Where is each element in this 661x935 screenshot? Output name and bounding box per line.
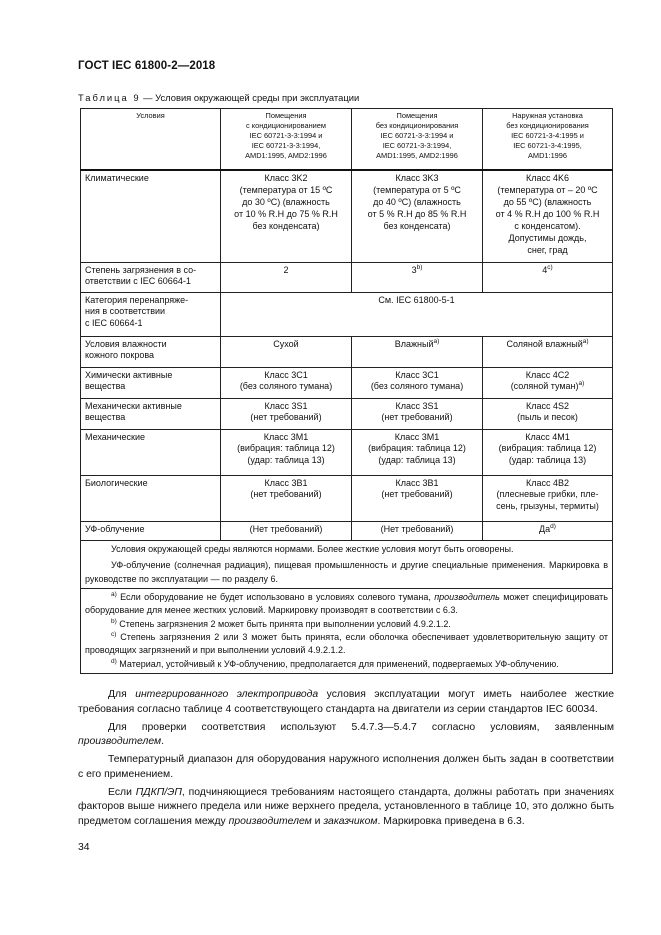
table-row-chemical	[81, 367, 613, 398]
row-label-mechanical: Механические	[81, 429, 221, 475]
table-notes-row	[81, 540, 613, 589]
table-row-mechanical	[81, 429, 613, 475]
cell-climatic-col3: Класс 4K6 (температура от – 20 ºС до 55 ºС) (влажность от 4 % R.H до 100 % R.H с конденсатом). Допустимы дождь, снег, град	[483, 170, 613, 262]
table-row-uv	[81, 521, 613, 540]
cell-biological-col1: Класс 3B1 (нет требований)	[221, 475, 352, 521]
paragraph-4: Если ПДКП/ЭП, подчиняющиеся требованиям настоящего стандарта, должны работать при значениях факторов выше нижнего предела или ниже верхнего предела, установленного в таблице 10, это должно быть предметом соглашения между производителем и заказчиком. Маркировка приведена в 6.3.	[78, 786, 614, 828]
body-text	[78, 688, 614, 833]
cell-chemical-col1: Класс 3С1 (без соляного тумана)	[221, 367, 352, 398]
table-footnotes-row	[81, 589, 613, 674]
page-number: 34	[78, 842, 90, 853]
row-label-overvoltage: Категория перенапряже- ния в соответствии с IEC 60664-1	[81, 292, 221, 336]
table-caption	[78, 92, 359, 103]
row-label-pollution: Степень загрязнения в со- ответствии с IEC 60664-1	[81, 262, 221, 292]
paragraph-3: Температурный диапазон для оборудования наружного исполнения должен быть задан в соответствии с его применением.	[78, 754, 614, 780]
cell-skin-col1: Сухой	[221, 336, 352, 367]
note-1: Условия окружающей среды являются нормами. Более жесткие условия могут быть оговорены.	[111, 543, 514, 554]
row-label-biological: Биологические	[81, 475, 221, 521]
cell-chemical-col3: Класс 4С2 (соляной туман)$^{a)}$	[483, 367, 613, 398]
cell-climatic-col2: Класс 3K3 (температура от 5 ºС до 40 ºС) (влажность от 5 % R.H до 85 % R.H без конденсата)	[352, 170, 483, 262]
table-footnotes	[81, 589, 613, 674]
cell-pollution-col2: 3$^{b)}$	[352, 262, 483, 292]
document-header: ГОСТ IEC 61800-2—2018	[78, 60, 216, 72]
paragraph-2: Для проверки соответствия используют 5.4.7.3—5.4.7 согласно условиям, заявленным производителем.	[78, 721, 614, 748]
cell-overvoltage-merged: См. IEC 61800-5-1	[221, 292, 613, 336]
row-label-chemical: Химически активные вещества	[81, 367, 221, 398]
row-label-uv: УФ-облучение	[81, 521, 221, 540]
header-col-outdoor: Наружная установка без кондиционирования IEC 60721-3-4:1995 и IEC 60721-3-4:1995, AMD1:1996	[483, 109, 613, 171]
cell-mech-active-col2: Класс 3S1 (нет требований)	[352, 398, 483, 429]
header-conditions: Условия	[81, 109, 221, 171]
table-row-biological	[81, 475, 613, 521]
cell-uv-col3: $Да^{d)}$	[483, 521, 613, 540]
cell-skin-col3: Соляной влажный$^{a)}$	[483, 336, 613, 367]
table-row-skin-moisture	[81, 336, 613, 367]
footnote-b: $^{b)}$ Степень загрязнения 2 может быть принята при выполнении условий 4.9.2.1.2.	[111, 617, 451, 629]
table-header-row	[81, 109, 613, 171]
cell-uv-col2: (Нет требований)	[352, 521, 483, 540]
header-col-air-conditioned: Помещения с кондиционированием IEC 60721-3-3:1994 и IEC 60721-3-3:1994, AMD1:1995, AMD2:1996	[221, 109, 352, 171]
cell-uv-col1: (Нет требований)	[221, 521, 352, 540]
table-caption-prefix: Таблица 9	[78, 92, 141, 103]
note-2: УФ-облучение (солнечная радиация), пищевая промышленность и другие специальные применения. Маркировка в руководстве по эксплуатации — по разделу 6.	[85, 560, 608, 584]
row-label-mech-active: Механически активные вещества	[81, 398, 221, 429]
cell-mechanical-col3: Класс 4M1 (вибрация: таблица 12) (удар: таблица 13)	[483, 429, 613, 475]
cell-biological-col3: Класс 4B2 (плесневые грибки, пле- сень, грызуны, термиты)	[483, 475, 613, 521]
footnote-c: $^{c)}$ Степень загрязнения 2 или 3 может быть принята, если оболочка обеспечивает удовлетворительную защиту от проводящих загрязнений и при выполнении условий 4.9.2.1.2.	[85, 630, 608, 656]
table-row-mech-active	[81, 398, 613, 429]
row-label-skin-moisture: Условия влажности кожного покрова	[81, 336, 221, 367]
cell-climatic-col1: Класс 3K2 (температура от 15 ºС до 30 ºС) (влажность от 10 % R.H до 75 % R.H без конденсата)	[221, 170, 352, 262]
cell-chemical-col2: Класс 3С1 (без соляного тумана)	[352, 367, 483, 398]
footnote-a: $^{a)}$ Если оборудование не будет использовано в условиях солевого тумана, производитель может специфицировать оборудование для менее жестких условий. Маркировку производят в соответствии с 6.3.	[85, 591, 608, 616]
cell-biological-col2: Класс 3B1 (нет требований)	[352, 475, 483, 521]
cell-skin-col2: Влажный$^{a)}$	[352, 336, 483, 367]
paragraph-1: Для интегрированного электропривода условия эксплуатации могут иметь наиболее жесткие требования согласно таблице 4 соответствующего стандарта на двигатели из серии стандартов IEC 60034.	[78, 689, 614, 715]
header-col-not-air-conditioned: Помещения без кондиционирования IEC 60721-3-3:1994 и IEC 60721-3-3:1994, AMD1:1995, AMD2:1996	[352, 109, 483, 171]
cell-pollution-col1: 2	[221, 262, 352, 292]
table-row-pollution	[81, 262, 613, 292]
environment-conditions-table	[80, 108, 613, 674]
cell-pollution-col3: 4$^{c)}$	[483, 262, 613, 292]
table-row-overvoltage	[81, 292, 613, 336]
cell-mechanical-col1: Класс 3M1 (вибрация: таблица 12) (удар: таблица 13)	[221, 429, 352, 475]
table-notes	[81, 540, 613, 589]
footnote-d: $^{d)}$ Материал, устойчивый к УФ-облучению, предполагается для применений, подвергаемых УФ-облучению.	[111, 657, 559, 669]
table-row-climatic	[81, 170, 613, 262]
cell-mech-active-col3: Класс 4S2 (пыль и песок)	[483, 398, 613, 429]
cell-mech-active-col1: Класс 3S1 (нет требований)	[221, 398, 352, 429]
table-caption-text: — Условия окружающей среды при эксплуатации	[140, 92, 360, 103]
cell-mechanical-col2: Класс 3M1 (вибрация: таблица 12) (удар: таблица 13)	[352, 429, 483, 475]
row-label-climatic: Климатические	[81, 170, 221, 262]
